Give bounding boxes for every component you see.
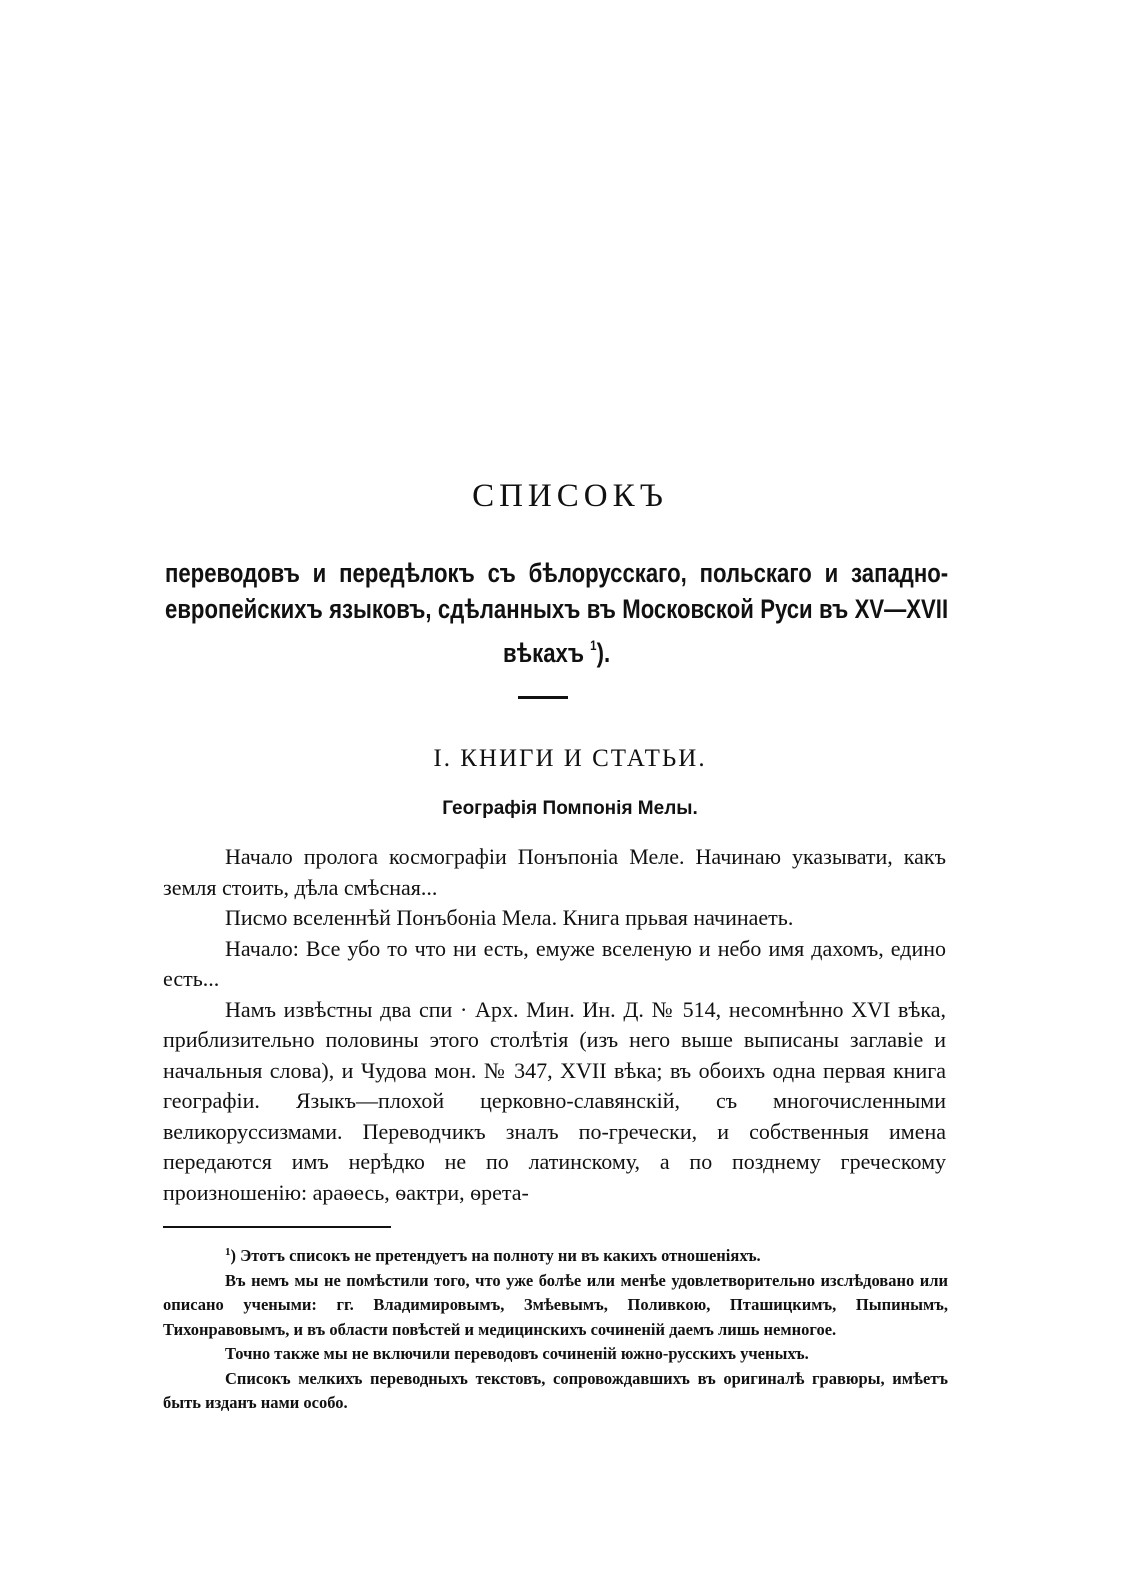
page-title: СПИСОКЪ <box>472 478 668 514</box>
footnote-reference[interactable]: 1 <box>590 637 597 653</box>
title-divider <box>518 696 568 699</box>
footnote-paragraph: Списокъ мелкихъ переводныхъ текстовъ, сопровождавшихъ въ оригиналѣ гравюры, имѣетъ быть изданъ нами особо. <box>163 1368 948 1412</box>
subsection-heading: Географія Помпонія Мелы. <box>442 798 698 819</box>
subtitle-text: переводовъ и передѣлокъ съ бѣлорусскаго, польскаго и западно-европейскихъ языковъ, сдѣланныхъ въ Московской Руси въ XV—XVII вѣкахъ <box>165 558 949 668</box>
footnote-text: ) Этотъ списокъ не претендуетъ на полноту ни въ какихъ отношеніяхъ. <box>230 1246 761 1265</box>
subtitle-end: ). <box>596 638 611 668</box>
body-text <box>163 842 946 1208</box>
page-subtitle <box>165 555 948 671</box>
footnote-paragraph: Въ немъ мы не помѣстили того, что уже болѣе или менѣе удовлетворительно изслѣдовано или описано учеными: гг. Владимировымъ, Змѣевымъ, Поливкою, Пташицкимъ, Пыпинымъ, Тихонравовымъ, и въ области повѣстей и медицинскихъ сочиненій даемъ лишь немногое. <box>163 1270 948 1339</box>
body-paragraph: Намъ извѣстны два спи · Арх. Мин. Ин. Д. № 514, несомнѣнно XVI вѣка, приблизительно половины этого столѣтія (изъ него выше выписаны заглавіе и начальныя слова), и Чудова мон. № 347, XVII вѣка; въ обоихъ одна первая книга географіи. Языкъ—плохой церковно-славянскій, съ многочисленными великоруссизмами. Переводчикъ зналъ по-гречески, и собственныя имена передаются имъ нерѣдко не по латинскому, а по позднему греческому произношенію: араѳесь, ѳактри, ѳрета- <box>163 996 946 1205</box>
footnotes <box>163 1240 948 1416</box>
footnote-paragraph: Точно также мы не включили переводовъ сочиненій южно-русскихъ ученыхъ. <box>225 1344 809 1363</box>
body-paragraph: Начало: Все убо то что ни есть, емуже вселеную и небо имя дахомъ, едино есть... <box>163 935 946 991</box>
footnote-divider <box>163 1226 391 1228</box>
section-heading: I. КНИГИ И СТАТЬИ. <box>433 745 707 772</box>
body-paragraph: Писмо вселеннѣй Понъбоніа Мела. Книга прьвая начинаеть. <box>225 905 794 930</box>
footnote-paragraph <box>163 1240 948 1269</box>
footnote-mark: 1 <box>225 1246 231 1258</box>
body-paragraph: Начало пролога космографіи Понъпоніа Меле. Начинаю указывати, какъ земля стоить, дѣла смѣсная... <box>163 844 946 900</box>
